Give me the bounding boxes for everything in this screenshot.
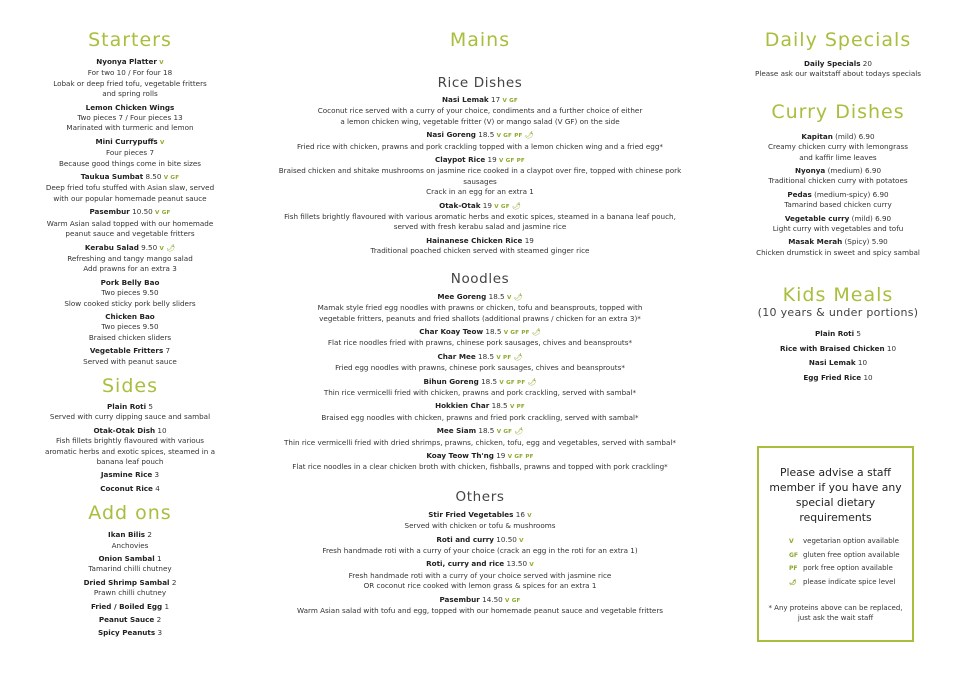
menu-item-header [752,59,924,69]
menu-item-name: Char Mee [437,351,476,361]
menu-item-header [268,327,692,338]
menu-item-name: Kapitan [801,131,833,141]
addons-heading: Add ons [88,502,172,525]
menu-item-description: Crack in an egg for an extra 1 [426,187,534,197]
menu-item [20,57,240,100]
dietary-tags: V PF [509,404,525,411]
dietary-tags: V GF PF [507,453,534,460]
menu-item [20,312,240,343]
menu-item-description: Slow cooked sticky pork belly sliders [64,298,196,308]
menu-item-description: Refreshing and tangy mango salad [67,253,193,263]
menu-item-description: served with fresh kerabu salad and jasmine rice [393,222,567,232]
menu-item-price: 18.5 [488,291,505,301]
menu-item-price: 4 [155,483,160,493]
menu-item-description: Traditional chicken curry with potatoes [768,176,908,186]
pork-free-icon: PF [789,565,798,573]
legend-label: please indicate spice level [803,577,896,586]
menu-item-price: 18.5 [491,401,508,411]
menu-item-header [20,207,240,218]
menu-item-price: 1 [156,554,162,564]
menu-item-price: (medium) 6.90 [827,166,882,176]
left-column [20,0,240,642]
menu-item [20,578,240,599]
menu-item [268,510,692,532]
menu-item-price: 18.5 [478,351,495,361]
menu-item-name: Taukua Sumbat [80,172,144,182]
menu-item [20,278,240,309]
menu-item-price: 18.5 [481,376,498,386]
others-heading: Others [455,488,505,505]
menu-item-description: Fried egg noodles with prawns, chinese pork sausages, chives and beansprouts* [335,363,625,373]
menu-item-header [20,470,240,480]
menu-item-price: 10 [886,343,897,353]
rice-dishes-heading: Rice Dishes [437,75,523,91]
menu-item-price: (mild) 6.90 [851,213,892,223]
menu-item [20,137,240,169]
menu-item-name: Mee Goreng [437,291,487,301]
sides-heading: Sides [102,374,158,397]
menu-item-name: Otak-Otak Dish [93,425,156,435]
menu-item-name: Hainanese Chicken Rice [426,235,523,245]
menu-item-name: Ikan Bilis [108,530,146,540]
dietary-tags: V [529,562,534,569]
curry-dishes-list [752,132,924,258]
menu-item-header [20,243,240,254]
protein-note: * Any proteins above can be replaced, just ask the wait staff [768,604,903,623]
menu-item-header [20,312,240,322]
menu-item [268,401,692,423]
menu-item-description: vegetable fritters, peanuts and fried shallots (additional prawns / chicken for an extra 3)* [319,313,641,323]
menu-item-description: Add prawns for an extra 3 [83,264,177,274]
menu-item-name: Lemon Chicken Wings [85,102,175,112]
menu-item-name: Jasmine Rice [100,470,153,480]
menu-item-name: Mini Currypuffs [95,136,158,146]
menu-item-header [20,578,240,588]
menu-item-description: OR coconut rice cooked with lemon grass & spices for an extra 1 [363,581,597,591]
menu-item-description: Braised chicken sliders [88,332,172,342]
menu-item-description: Braised chicken and shitake mushrooms on jasmine rice cooked in a claypot over fire, topped with chinese pork sausages [278,166,682,186]
menu-item-description: and kaffir lime leaves [799,152,877,162]
menu-item-description: Served with chicken or tofu & mushrooms [404,521,556,531]
menu-item-header [752,358,924,368]
menu-item [752,190,924,211]
menu-item-name: Plain Roti [815,329,855,339]
menu-item-description: a lemon chicken wing, vegetable fritter (V) or mango salad (V GF) on the side [340,116,620,126]
dietary-tags: V GF [505,597,521,604]
menu-item-price: 10.50 [496,534,517,544]
menu-item-name: Spicy Peanuts [97,628,156,638]
menu-item-name: Rice with Braised Chicken [779,343,885,353]
menu-item-name: Pedas [787,189,812,199]
menu-item-name: Roti, curry and rice [426,559,505,569]
menu-item-description: Please ask our waitstaff about todays specials [754,69,921,79]
menu-item-price: 10 [857,358,868,368]
menu-item-header [752,214,924,224]
menu-item-description: Two pieces 7 / Four pieces 13 [77,113,183,123]
menu-item-price: 3 [157,628,163,638]
legend-item-gluten-free [759,549,912,563]
menu-item-header [20,530,240,540]
menu-item-price: 19 [524,235,534,245]
menu-item [268,130,692,152]
menu-item [20,615,240,625]
menu-item-price: (Spicy) 5.90 [844,237,888,247]
menu-item-header [20,426,240,436]
starters-list [20,57,240,367]
menu-item [752,237,924,258]
menu-item [20,207,240,239]
menu-item [268,155,692,198]
menu-item-header [752,132,924,142]
menu-item-header [752,237,924,247]
menu-item-description: Four pieces 7 [105,148,155,158]
menu-item-description: Two pieces 9.50 [101,288,159,298]
menu-item-description: Flat rice noodles in a clear chicken broth with chicken, fishballs, prawns and topped with pork crackling* [292,462,668,472]
menu-item-header [752,373,924,383]
menu-item-header [268,155,692,166]
menu-item-price: 5 [148,401,153,411]
chili-icon: 🌶 [509,201,521,210]
menu-item-price: 7 [165,346,171,356]
menu-item-description: Creamy chicken curry with lemongrass [768,142,908,152]
menu-item-price: 13.50 [506,559,528,569]
legend [759,535,912,589]
menu-item-header [20,103,240,113]
dietary-tags: V [159,245,164,252]
menu-item-description: Fish fillets brightly flavoured with various aromatic herbs and exotic spices, steamed in a banana leaf pouch, [284,212,676,222]
menu-item-price: 1 [164,601,170,611]
menu-item-header [268,426,692,437]
menu-item [20,172,240,204]
menu-item-description: and spring rolls [102,89,158,99]
menu-item-name: Coconut Rice [100,483,153,493]
legend-item-pork-free [759,562,912,576]
menu-item-header [752,329,924,339]
menu-item-name: Nyonya [794,166,826,176]
menu-item-price: 9.50 [141,242,158,252]
dietary-tags: V GF [155,210,171,217]
menu-item-description: Flat rice noodles fried with prawns, chinese pork sausages, chives and beansprouts* [327,338,633,348]
middle-column [268,0,692,619]
menu-item-price: 10.50 [132,207,153,217]
menu-item-price: 18.5 [478,426,495,436]
menu-item-name: Char Koay Teow [419,326,484,336]
menu-item-price: 18.5 [478,130,495,140]
chili-icon: 🌶 [163,243,176,252]
menu-item-price: 20 [862,59,872,68]
dietary-tags: V [506,294,512,301]
menu-item-description: For two 10 / For four 18 [87,68,173,78]
menu-item-name: Roti and curry [436,534,494,544]
menu-item [268,352,692,374]
menu-item [752,358,924,368]
menu-item [268,327,692,349]
starters-heading: Starters [88,29,172,51]
menu-item-header [20,137,240,148]
menu-item-price: 19 [482,200,492,210]
menu-item [268,95,692,127]
dietary-tags: V [519,537,524,544]
menu-item-price: 2 [171,577,177,587]
menu-item-description: aromatic herbs and exotic spices, steamed in a [44,446,216,456]
menu-item-header [268,535,692,546]
menu-item-name: Vegetable Fritters [89,346,164,356]
menu-item-name: Hokkien Char [435,401,490,411]
menu-item-name: Pasembur [89,207,130,217]
kids-meals-list [752,329,924,383]
menu-item [20,426,240,468]
dietary-tags: V [527,512,532,519]
menu-item [268,559,692,591]
mains-heading: Mains [449,29,511,51]
menu-item [268,201,692,233]
menu-item-price: 5 [856,329,861,339]
menu-item [752,132,924,163]
menu-item-price: 8.50 [145,172,162,182]
menu-item-price: (medium-spicy) 6.90 [814,189,889,199]
menu-item-description: Traditional poached chicken served with steamed ginger rice [370,246,590,256]
gluten-free-icon: GF [789,551,799,559]
menu-item [752,166,924,187]
menu-item-name: Daily Specials [804,59,861,68]
dietary-tags: V [160,139,165,146]
menu-item [20,103,240,134]
chili-icon: 🌶 [512,427,524,436]
menu-item [268,595,692,617]
menu-item-name: Dried Shrimp Sambal [83,577,170,587]
dietary-tags: V GF [496,429,513,436]
menu-item-description: Served with peanut sauce [83,356,177,366]
menu-item [752,59,924,80]
menu-item-header [20,602,240,612]
menu-item [752,344,924,354]
menu-item-name: Pork Belly Bao [100,277,160,287]
menu-item-price: 14.50 [482,594,503,604]
dietary-tags: V [159,60,164,66]
menu-item-header [20,484,240,494]
menu-item-name: Claypot Rice [435,155,486,165]
menu-item-description: Prawn chilli chutney [93,588,167,598]
dietary-tags: V GF [502,98,518,104]
menu-item [752,373,924,383]
menu-item-description: Anchovies [111,540,149,550]
menu-item-header [268,352,692,363]
menu-item-header [268,377,692,388]
menu-item-description: Warm Asian salad with tofu and egg, topped with our homemade peanut sauce and vegetable fritters [296,606,664,616]
menu-item-header [268,95,692,106]
menu-item-header [20,57,240,68]
kids-meals-subtitle: (10 years & under portions) [757,306,919,320]
menu-item-header [20,402,240,412]
menu-item [752,214,924,235]
dietary-notice-box [757,446,914,642]
menu-item-header [268,401,692,412]
menu-item-description: Deep fried tofu stuffed with Asian slaw, served [45,183,215,193]
daily-specials-list [752,59,924,80]
menu-item-description: Warm Asian salad topped with our homemade [46,218,214,228]
menu-item-description: Because good things come in bite sizes [58,158,202,168]
daily-specials-heading: Daily Specials [764,29,912,51]
menu-item-header [20,172,240,183]
sides-list [20,402,240,494]
menu-item-name: Plain Roti [107,401,147,411]
menu-item-description: Fried rice with chicken, prawns and pork crackling topped with a lemon chicken wing and a fried egg* [296,141,664,151]
kids-meals-heading: Kids Meals [782,284,894,307]
menu-item-name: Masak Merah [788,237,843,247]
menu-item-description: Braised egg noodles with chicken, prawns and fried pork crackling, served with sambal* [321,412,639,422]
menu-item [268,292,692,324]
menu-item-header [20,278,240,288]
menu-item-description: Two pieces 9.50 [101,322,159,332]
menu-item-name: Nasi Lemak [808,358,856,368]
menu-item-description: Fresh handmade roti with a curry of your choice (crack an egg in the roti for an extra 1) [322,546,638,555]
menu-item-name: Egg Fried Rice [803,372,862,382]
dietary-tags: V GF PF [496,133,523,140]
menu-item-price: 2 [156,615,162,625]
chili-icon: 🌶 [511,352,523,361]
curry-dishes-heading: Curry Dishes [771,100,905,123]
menu-item-header [20,346,240,356]
menu-item-name: Koay Teow Th'ng [426,450,494,460]
menu-item [20,402,240,423]
noodles-heading: Noodles [450,270,510,287]
legend-item-spice [759,576,912,590]
menu-item-price: 3 [154,470,160,480]
menu-item [268,236,692,257]
menu-item-name: Nasi Goreng [426,130,476,140]
menu-item-header [752,344,924,354]
chili-icon: 🌶 [789,578,797,586]
menu-item [20,346,240,367]
menu-item-name: Chicken Bao [105,311,155,321]
vegetarian-icon: V [789,538,794,545]
menu-item-header [268,236,692,246]
menu-item [20,554,240,575]
menu-item-description: Marinated with turmeric and lemon [66,123,194,133]
menu-item-price: 18.5 [485,326,502,336]
menu-item-price: 19 [496,450,506,460]
addons-list [20,530,240,639]
menu-item-header [268,595,692,606]
menu-item-name: Fried / Boiled Egg [90,601,163,611]
legend-item-vegetarian [759,535,912,549]
menu-item-description: Fresh handmade roti with a curry of your choice served with jasmine rice [348,570,612,580]
menu-item-description: Mamak style fried egg noodles with prawns or chicken, tofu and beansprouts, topped with [317,303,643,313]
menu-item-description: Chicken drumstick in sweet and spicy sambal [756,247,920,257]
menu-item-name: Onion Sambal [98,554,155,564]
menu-item-description: Thin rice vermicelli fried with dried shrimps, prawns, chicken, tofu, egg and vegetables, served with sambal* [284,437,676,447]
menu-item-price: 16 [515,509,525,519]
menu-item-header [20,615,240,625]
menu-item-description: Tamarind based chicken curry [784,200,892,210]
chili-icon: 🌶 [525,377,537,386]
menu-item [20,470,240,480]
menu-item-header [268,201,692,212]
menu-item-name: Pasembur [439,594,480,604]
menu-item-price: 17 [491,95,501,104]
rice-dishes-list [268,95,692,257]
dietary-tags: V GF [494,203,510,210]
menu-item-name: Nyonya Platter [96,57,157,66]
menu-item-name: Vegetable curry [784,213,850,223]
menu-item-description: Light curry with vegetables and tofu [772,224,904,234]
menu-item-name: Nasi Lemak [442,95,489,104]
menu-item-header [268,292,692,303]
menu-item-description: Served with curry dipping sauce and sambal [49,412,211,422]
menu-item-name: Stir Fried Vegetables [428,509,514,519]
menu-item [268,535,692,557]
right-column [752,0,924,387]
menu-item-description: peanut sauce and vegetable fritters [65,229,195,239]
chili-icon: 🌶 [522,131,534,140]
menu-item-header [752,190,924,200]
menu-item-price: 10 [157,425,167,435]
menu-item-header [268,510,692,521]
menu-item-price: (mild) 6.90 [835,131,875,141]
menu-item-header [752,166,924,176]
legend-label: vegetarian option available [803,537,899,545]
menu-item-description: Fish fillets brightly flavoured with various [55,436,204,446]
dietary-tags: V GF PF [503,329,530,336]
menu-item [20,243,240,275]
menu-item [20,628,240,638]
menu-item [20,530,240,551]
menu-item [20,484,240,494]
menu-item-description: with our popular homemade peanut sauce [53,193,207,203]
menu-item [268,377,692,399]
dietary-notice-title: Please advise a staff member if you have any special dietary requirements [769,466,902,524]
noodles-list [268,292,692,473]
menu-item-header [268,451,692,462]
menu-item-name: Bihun Goreng [423,376,479,386]
menu-item-description: Coconut rice served with a curry of your choice, condiments and a further choice of either [317,106,643,116]
chili-icon: 🌶 [511,292,523,301]
dietary-tags: V GF PF [499,379,526,386]
menu-item-header [20,554,240,564]
menu-item-description: banana leaf pouch [96,457,164,466]
menu-item-header [268,559,692,570]
menu-item-name: Mee Siam [436,426,477,436]
others-list [268,510,692,617]
menu-item-description: Tamarind chilli chutney [88,564,172,574]
menu-item [752,329,924,339]
menu-item-name: Peanut Sauce [98,615,155,625]
legend-label: gluten free option available [803,550,900,559]
menu-item [268,426,692,448]
dietary-tags: V PF [496,354,512,361]
menu-item-name: Otak-Otak [439,200,481,210]
menu-item-header [268,130,692,141]
legend-label: pork free option available [803,564,893,573]
menu-item [268,451,692,473]
menu-item-description: Thin rice vermicelli fried with chicken, prawns and pork crackling, served with sambal* [323,387,637,397]
dietary-tags: V GF [163,175,180,182]
menu-item-price: 10 [863,372,873,382]
chili-icon: 🌶 [529,327,541,336]
menu-item-name: Kerabu Salad [84,242,139,252]
menu-item [20,602,240,612]
menu-item-price: 19 [487,155,497,165]
menu-item-description: Lobak or deep fried tofu, vegetable fritters [53,78,207,88]
menu-item-price: 2 [147,530,152,540]
dietary-tags: V GF PF [499,158,525,165]
menu-item-header [20,628,240,638]
